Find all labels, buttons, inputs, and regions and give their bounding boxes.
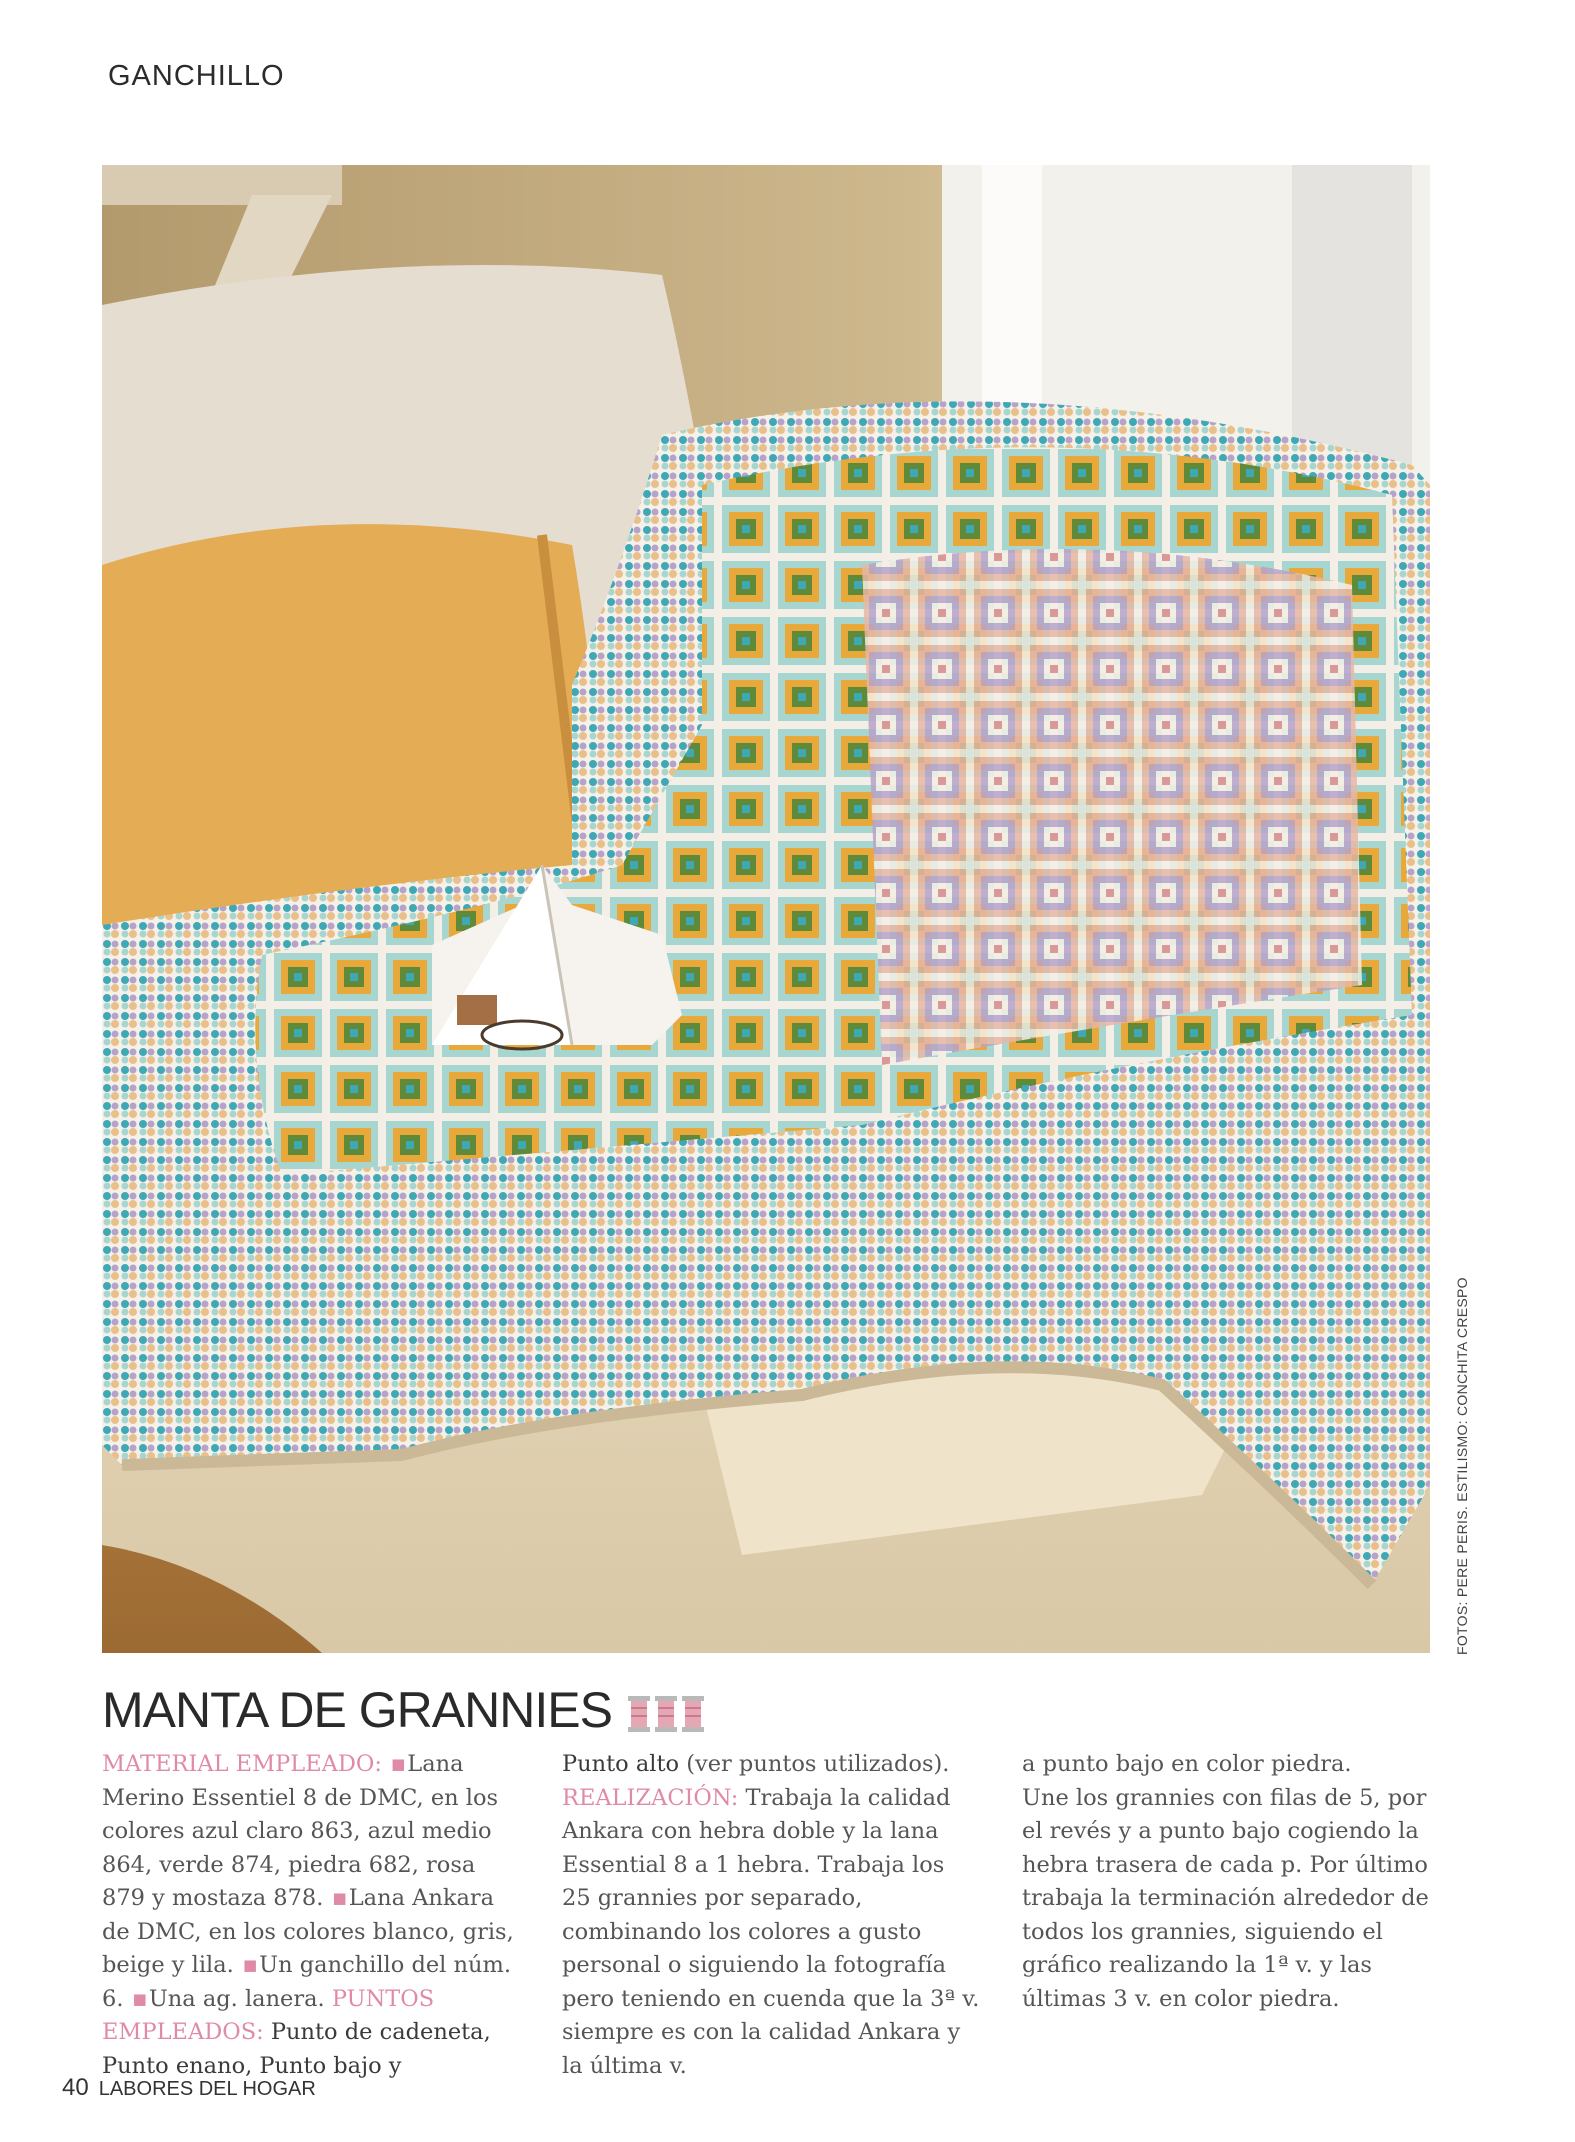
thread-spool-icon bbox=[655, 1696, 677, 1732]
article-title: MANTA DE GRANNIES bbox=[102, 1682, 612, 1738]
magazine-name: LABORES DEL HOGAR bbox=[98, 2078, 316, 2100]
column-1 bbox=[102, 1748, 520, 2083]
page-number: 40 bbox=[62, 2074, 89, 2101]
title-row bbox=[102, 1680, 704, 1740]
section-label: GANCHILLO bbox=[108, 60, 285, 92]
realizacion-text-continued: a punto bajo en color piedra. bbox=[1022, 1751, 1352, 1777]
column-2 bbox=[562, 1748, 980, 2083]
puntos-reference: (ver puntos utilizados). bbox=[686, 1751, 950, 1777]
realizacion-text: Trabaja la calidad Ankara con hebra doble y la lana Essential 8 a 1 hebra. Trabaja los 25 grannies por separado, combinando los colores a gusto personal o siguiendo la fotografía pero teniendo en cuenda que la 3ª v. siempre es con la calidad Ankara y la última v. bbox=[562, 1784, 980, 2079]
material-item: Lana Merino Essentiel 8 de DMC, en los colores azul claro 863, azul medio 864, verde 874, piedra 682, rosa 879 y mostaza 878. bbox=[102, 1751, 499, 1911]
puntos-list-continued: Punto alto bbox=[562, 1751, 680, 1777]
puntos-heading: PUNTOS EMPLEADOS: bbox=[102, 1985, 435, 2045]
material-item: Una ag. lanera. bbox=[148, 1985, 325, 2012]
bullet-icon: ■ bbox=[391, 1755, 406, 1773]
realizacion-heading: REALIZACIÓN: bbox=[562, 1784, 739, 1811]
difficulty-rating bbox=[628, 1696, 704, 1732]
article-photo bbox=[102, 165, 1430, 1653]
blanket-sofa-illustration bbox=[102, 165, 1430, 1653]
material-heading: MATERIAL EMPLEADO: bbox=[102, 1751, 382, 1777]
thread-spool-icon bbox=[682, 1696, 704, 1732]
column-3 bbox=[1022, 1748, 1440, 2083]
photo-credits: FOTOS: PERE PERIS. ESTILISMO: CONCHITA CRESPO bbox=[1454, 1277, 1470, 1655]
puntos-list: Punto de cadeneta, Punto enano, Punto bajo y bbox=[102, 2019, 491, 2079]
thread-spool-icon bbox=[628, 1696, 650, 1732]
material-item: Un ganchillo del núm. 6. bbox=[102, 1952, 511, 2012]
material-item: Lana Ankara de DMC, en los colores blanco, gris, beige y lila. bbox=[102, 1885, 514, 1978]
page-footer bbox=[62, 2074, 316, 2102]
bullet-icon: ■ bbox=[242, 1956, 258, 1974]
assembly-text: Une los grannies con filas de 5, por el revés y a punto bajo cogiendo la hebra trasera de cada p. Por último trabaja la terminación alrededor de todos los grannies, siguiendo el gráfico realizando la 1ª v. y las últimas 3 v. en color piedra. bbox=[1022, 1784, 1429, 2012]
bullet-icon: ■ bbox=[332, 1889, 347, 1907]
article-body bbox=[102, 1748, 1442, 2083]
bullet-icon: ■ bbox=[132, 1989, 147, 2008]
